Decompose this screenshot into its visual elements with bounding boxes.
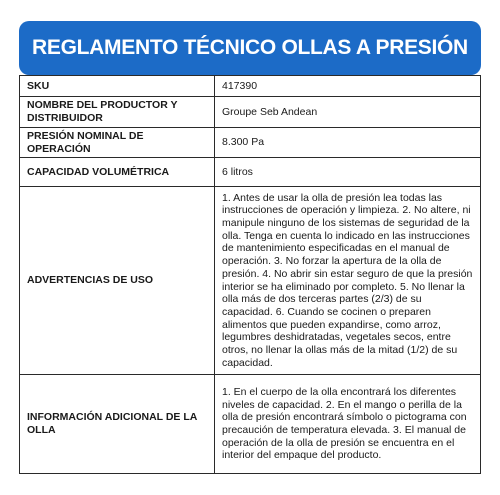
table-row-producer: [20, 97, 481, 128]
table-row-capacity: [20, 158, 481, 187]
row-value-producer: Groupe Seb Andean: [215, 97, 481, 128]
row-label-warnings: ADVERTENCIAS DE USO: [20, 187, 215, 375]
row-value-capacity: 6 litros: [215, 158, 481, 187]
title-banner: REGLAMENTO TÉCNICO OLLAS A PRESIÓN: [19, 21, 481, 75]
spec-table: [19, 75, 481, 474]
row-value-pressure: 8.300 Pa: [215, 128, 481, 158]
table-row-warnings: [20, 187, 481, 375]
row-label-producer: NOMBRE DEL PRODUCTOR Y DISTRIBUIDOR: [20, 97, 215, 128]
row-label-capacity: CAPACIDAD VOLUMÉTRICA: [20, 158, 215, 187]
row-value-warnings: 1. Antes de usar la olla de presión lea todas las instrucciones de operación y limpieza. 2. No altere, ni manipule ninguno de los sistemas de seguridad de la olla. Tenga en cuenta lo indicado en las instrucciones de mantenimiento especificadas en el manual de operación. 3. No forzar la apertura de la olla de presión. 4. No abrir sin estar seguro de que la presión interior se ha eliminado por completo. 5. No llenar la olla más de dos terceras partes (2/3) de su capacidad. 6. Cuando se cocinen o preparen alimentos que pueden expandirse, como arroz, legumbres deshidratadas, vegetales secos, entre otros, no llenar la ollas más de la mitad (1/2) de su capacidad.: [215, 187, 481, 375]
table-row-pressure: [20, 128, 481, 158]
row-value-additional-info: 1. En el cuerpo de la olla encontrará los diferentes niveles de capacidad. 2. En el mango o perilla de la olla de presión encontrará símbolo o pictograma con precaución de temperatura elevada. 3. El manual de operación de la olla de presión se encuentra en el interior del empaque del producto.: [215, 375, 481, 474]
table-row-additional-info: [20, 375, 481, 474]
row-value-sku: 417390: [215, 76, 481, 97]
row-label-sku: SKU: [20, 76, 215, 97]
table-row-sku: [20, 76, 481, 97]
row-label-additional-info: INFORMACIÓN ADICIONAL DE LA OLLA: [20, 375, 215, 474]
row-label-pressure: PRESIÓN NOMINAL DE OPERACIÓN: [20, 128, 215, 158]
